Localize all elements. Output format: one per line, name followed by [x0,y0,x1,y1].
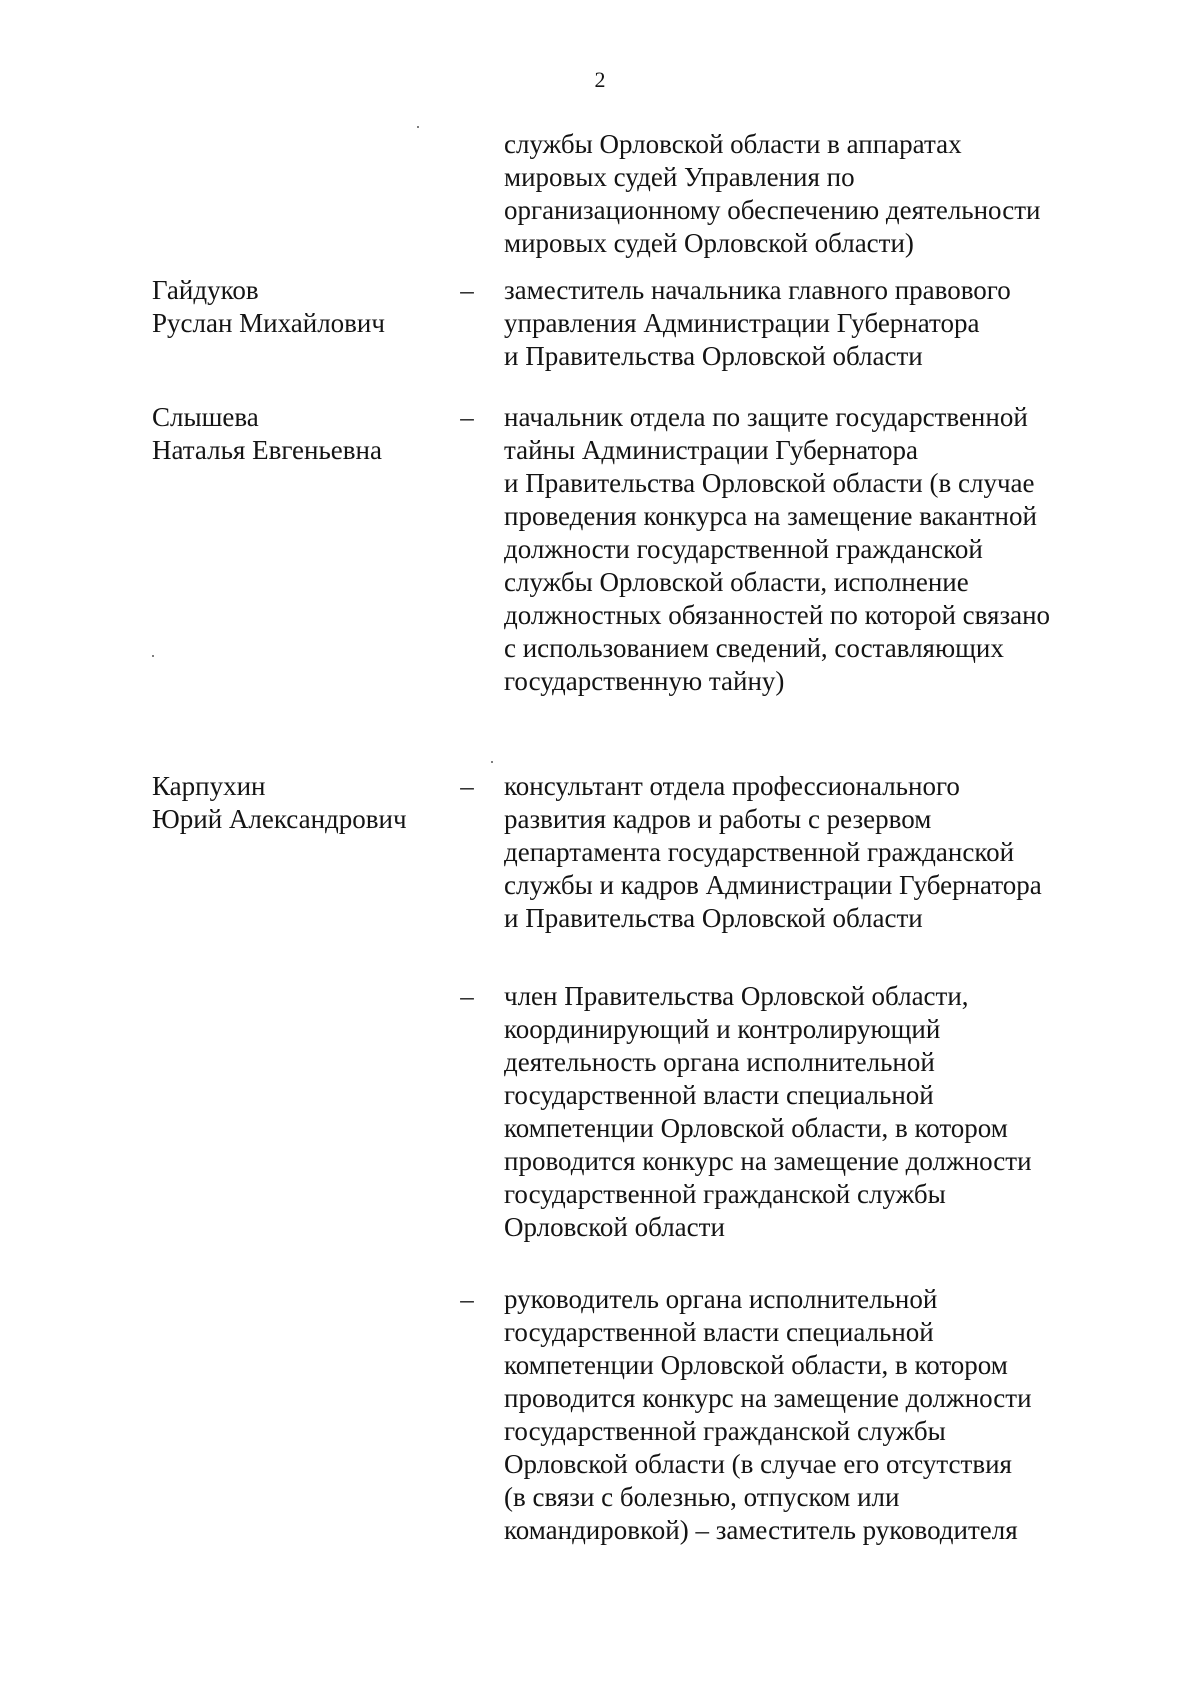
member-role [504,980,1104,1244]
text-line: заместитель начальника главного правового [504,275,1011,305]
scan-speck [152,655,154,657]
member-role [504,1283,1104,1547]
member-role [504,274,1104,373]
dash-separator: – [460,771,474,801]
text-line: руководитель органа исполнительной [504,1284,938,1314]
dash-separator: – [460,981,474,1011]
text-line: управления Администрации Губернатора [504,308,980,338]
text-line: проводится конкурс на замещение должности [504,1383,1032,1413]
member-surname: Слышева [152,402,259,432]
text-line: мировых судей Орловской области) [504,228,914,258]
text-line: и Правительства Орловской области (в случае [504,468,1035,498]
text-line: службы и кадров Администрации Губернатора [504,870,1042,900]
member-role [504,401,1104,698]
text-line: должностных обязанностей по которой связано [504,600,1051,630]
text-line: с использованием сведений, составляющих [504,633,1004,663]
text-line: департамента государственной гражданской [504,837,1015,867]
member-given-names: Юрий Александрович [152,804,407,834]
text-line: консультант отдела профессионального [504,771,960,801]
text-line: деятельность органа исполнительной [504,1047,935,1077]
dash-separator: – [460,275,474,305]
member-name [152,770,442,836]
member-surname: Гайдуков [152,275,259,305]
text-line: мировых судей Управления по [504,162,855,192]
text-line: должности государственной гражданской [504,534,983,564]
text-line: тайны Администрации Губернатора [504,435,919,465]
text-line: член Правительства Орловской области, [504,981,969,1011]
dash-separator: – [460,402,474,432]
text-line: государственной гражданской службы [504,1416,946,1446]
text-line: государственной гражданской службы [504,1179,946,1209]
text-line: координирующий и контролирующий [504,1014,941,1044]
text-line: и Правительства Орловской области [504,903,923,933]
member-role [504,770,1104,935]
dash-separator: – [460,1284,474,1314]
text-line: командировкой) – заместитель руководителя [504,1515,1018,1545]
member-surname: Карпухин [152,771,266,801]
text-line: (в связи с болезнью, отпуском или [504,1482,900,1512]
text-line: службы Орловской области, исполнение [504,567,969,597]
text-line: проводится конкурс на замещение должности [504,1146,1032,1176]
scan-speck [417,126,419,128]
text-line: начальник отдела по защите государственной [504,402,1028,432]
text-line: организационному обеспечению деятельности [504,195,1041,225]
member-given-names: Руслан Михайлович [152,308,385,338]
scan-speck [491,761,493,763]
text-line: Орловской области (в случае его отсутствия [504,1449,1012,1479]
text-line: развития кадров и работы с резервом [504,804,932,834]
text-line: и Правительства Орловской области [504,341,923,371]
text-line: государственной власти специальной [504,1317,934,1347]
text-line: государственную тайну) [504,666,785,696]
continuation-text [504,128,1104,260]
page-number: 2 [594,67,606,92]
text-line: Орловской области [504,1212,725,1242]
text-line: государственной власти специальной [504,1080,934,1110]
text-line: компетенции Орловской области, в котором [504,1113,1008,1143]
member-name [152,401,442,467]
member-name [152,274,442,340]
text-line: компетенции Орловской области, в котором [504,1350,1008,1380]
text-line: проведения конкурса на замещение вакантной [504,501,1037,531]
member-given-names: Наталья Евгеньевна [152,435,382,465]
text-line: службы Орловской области в аппаратах [504,129,962,159]
